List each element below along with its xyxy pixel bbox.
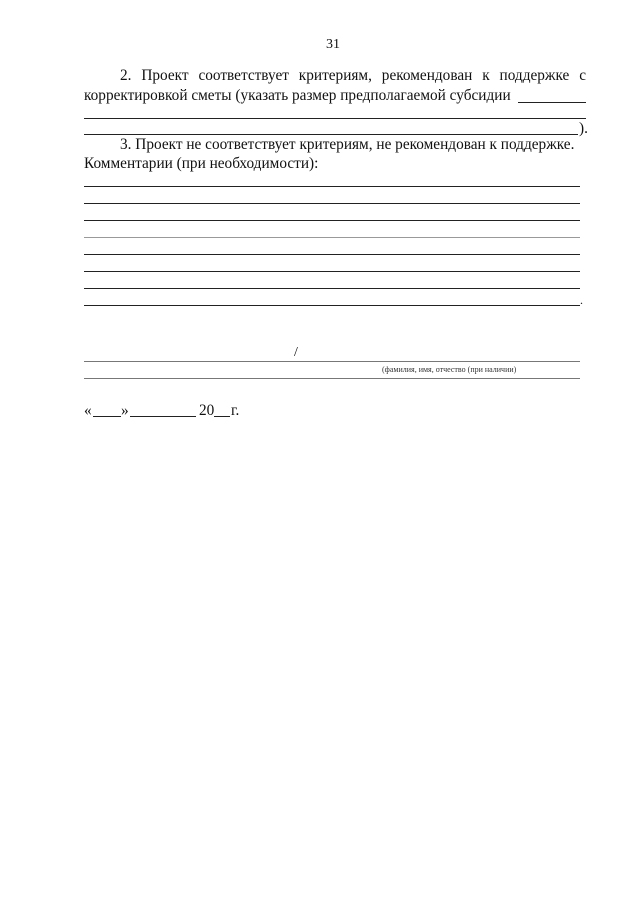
name-line[interactable]	[84, 378, 580, 379]
comment-line[interactable]	[84, 237, 580, 238]
page-number: 31	[326, 37, 340, 52]
date-open-quote: «	[84, 402, 92, 419]
item2-close: ).	[579, 120, 588, 137]
subsidy-blank[interactable]	[518, 102, 586, 103]
date-year-blank[interactable]	[214, 416, 230, 417]
comment-line[interactable]	[84, 305, 580, 306]
comment-line[interactable]	[84, 220, 580, 221]
signature-slash: /	[294, 345, 298, 360]
date-year-suffix: г.	[231, 402, 240, 419]
date-year-prefix: 20	[199, 402, 215, 419]
comment-line[interactable]	[84, 271, 580, 272]
comment-line[interactable]	[84, 288, 580, 289]
item3-line2: Комментарии (при необходимости):	[84, 155, 319, 172]
comment-line[interactable]	[84, 254, 580, 255]
comment-line[interactable]	[84, 203, 580, 204]
subsidy-line-1[interactable]	[84, 118, 586, 119]
item2-line1: 2. Проект соответствует критериям, рекомендован к поддержке с	[120, 67, 586, 84]
signature-caption: (фамилия, имя, отчество (при наличии)	[382, 365, 517, 374]
date-day-blank[interactable]	[93, 416, 121, 417]
subsidy-line-2[interactable]	[84, 134, 578, 135]
item2-line2: корректировкой сметы (указать размер предполагаемой субсидии	[84, 87, 511, 104]
date-month-blank[interactable]	[130, 416, 196, 417]
date-close-quote: »	[121, 402, 129, 419]
comment-line[interactable]	[84, 186, 580, 187]
item3-line1: 3. Проект не соответствует критериям, не рекомендован к поддержке.	[120, 136, 575, 153]
comments-end-mark: .	[580, 293, 583, 307]
